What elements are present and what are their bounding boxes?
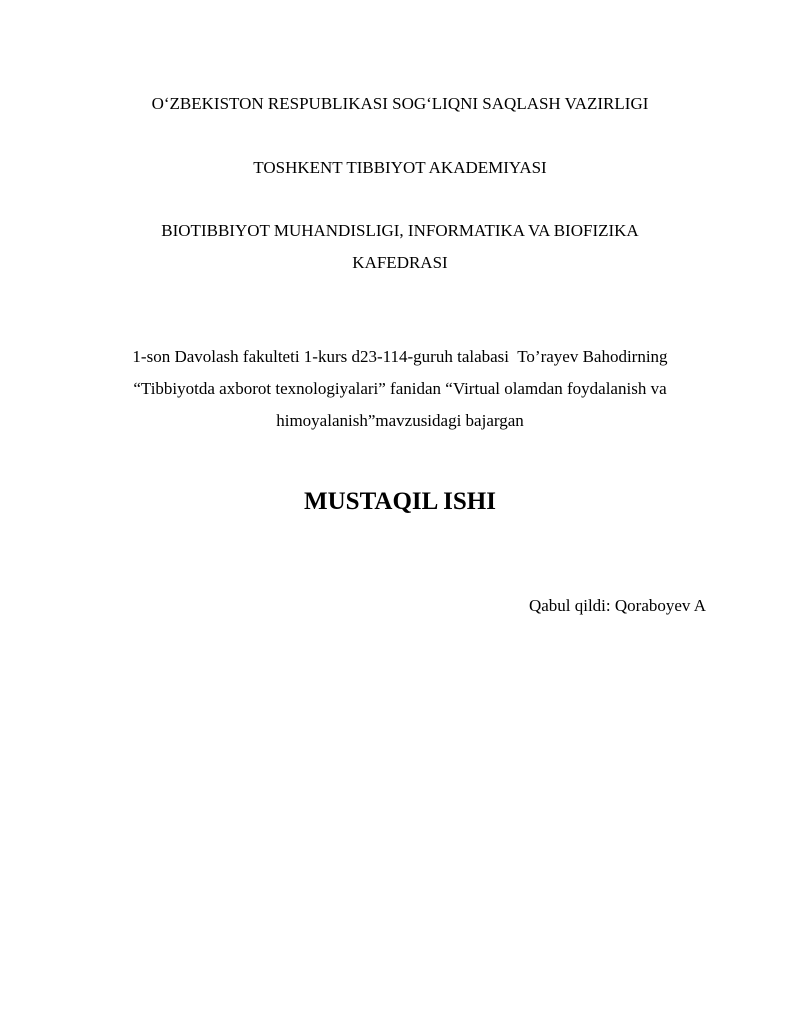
department-heading-line-2: KAFEDRASI [352, 253, 448, 272]
department-heading-line-1: BIOTIBBIYOT MUHANDISLIGI, INFORMATIKA VA BIOFIZIKA [161, 221, 639, 240]
document-title: MUSTAQIL ISHI [304, 488, 496, 515]
description-line-2: “Tibbiyotda axborot texnologiyalari” fanidan “Virtual olamdan foydalanish va [133, 379, 667, 398]
academy-heading: TOSHKENT TIBBIYOT AKADEMIYASI [253, 158, 547, 177]
ministry-heading: O‘ZBEKISTON RESPUBLIKASI SOG‘LIQNI SAQLASH VAZIRLIGI [151, 94, 649, 113]
description-line-1: 1-son Davolash fakulteti 1-kurs d23-114-guruh talabasi To’rayev Bahodirning [132, 347, 668, 366]
accepted-by: Qabul qildi: Qoraboyev A [528, 596, 706, 615]
description-line-3: himoyalanish”mavzusidagi bajargan [276, 411, 524, 430]
